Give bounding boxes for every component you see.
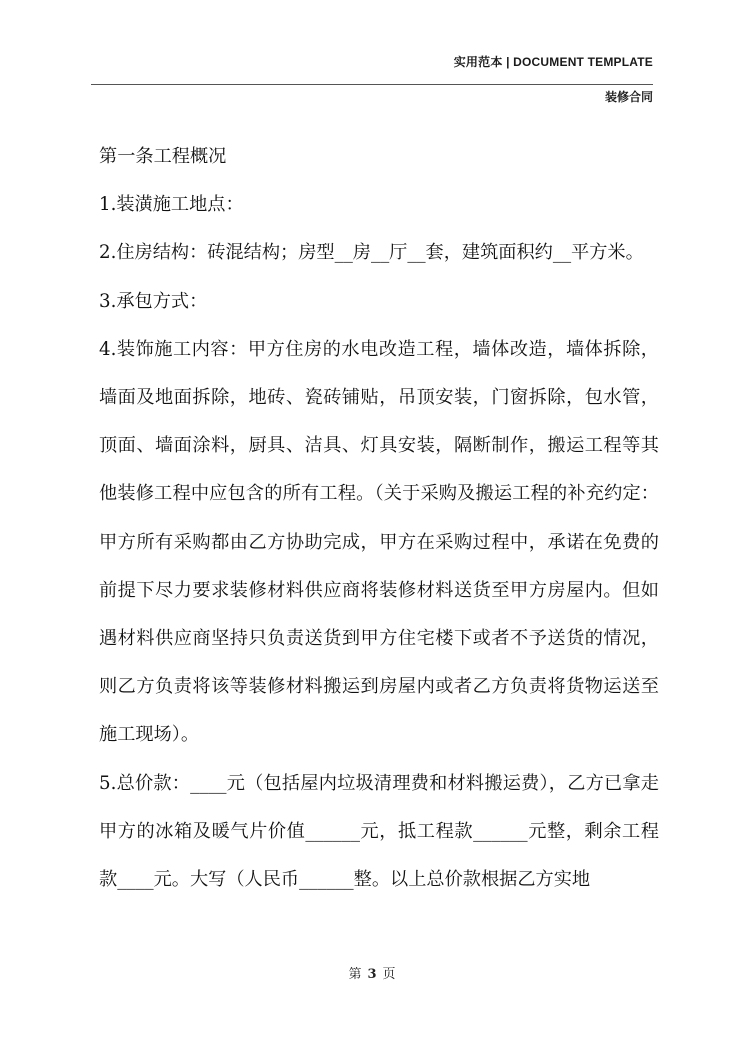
page-suffix: 页 — [382, 967, 396, 982]
section-heading: 第一条工程概况 — [99, 146, 227, 167]
page-footer — [0, 963, 744, 982]
document-template-header: 实用范本 | DOCUMENT TEMPLATE — [453, 55, 653, 69]
clause-5-total-price: 5.总价款：____元（包括屋内垃圾清理费和材料搬运费），乙方已拿走甲方的冰箱及暖气片价值______元，抵工程款______元整，剩余工程款____元。大写（人民币______整。以上总价款根据乙方实地 — [99, 772, 659, 891]
page-number: 3 — [367, 967, 377, 982]
clause-2-structure: 2.住房结构：砖混结构；房型__房__厅__套，建筑面积约__平方米。 — [99, 242, 644, 264]
clause-4-work-content: 4.装饰施工内容：甲方住房的水电改造工程，墙体改造，墙体拆除，墙面及地面拆除，地砖、瓷砖铺贴，吊顶安装，门窗拆除，包水管，顶面、墙面涂料，厨具、洁具、灯具安装，隔断制作，搬运工程等其他装修工程中应包含的所有工程。（关于采购及搬运工程的补充约定：甲方所有采购都由乙方协助完成，甲方在采购过程中，承诺在免费的前提下尽力要求装修材料供应商将装修材料送货至甲方房屋内。但如遇材料供应商坚持只负责送货到甲方住宅楼下或者不予送货的情况，则乙方负责将该等装修材料搬运到房屋内或者乙方负责将货物运送至施工现场）。 — [99, 338, 659, 746]
page-prefix: 第 — [348, 967, 362, 982]
clause-1-location: 1.装潢施工地点： — [99, 194, 244, 216]
contract-body — [99, 133, 659, 904]
document-title: 装修合同 — [604, 90, 653, 104]
clause-3-contract-method: 3.承包方式： — [99, 290, 208, 312]
header-divider — [91, 84, 653, 85]
